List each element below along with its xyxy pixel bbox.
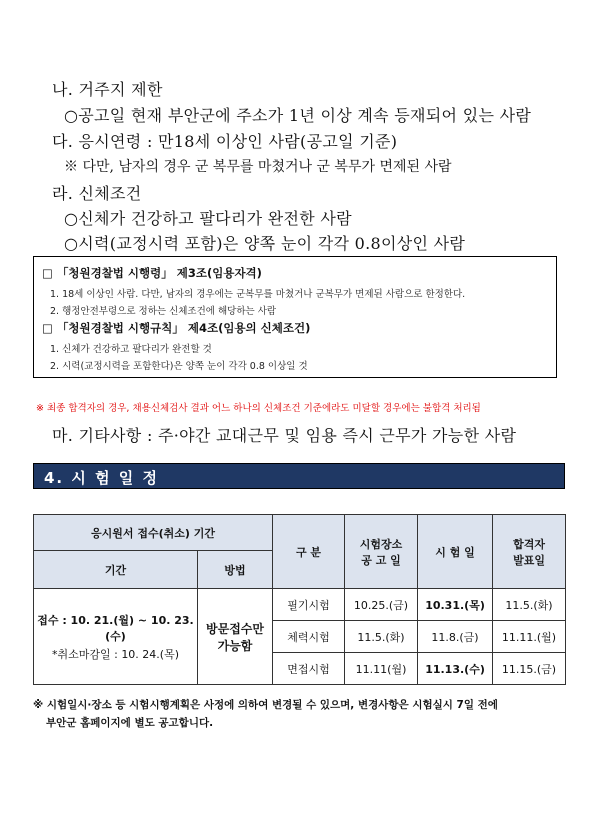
venue-date: 10.25.(금) [345,589,418,621]
residence-requirement: ○공고일 현재 부안군에 주소가 1년 이상 계속 등재되어 있는 사람 [64,106,532,125]
header-period: 기간 [34,551,198,589]
schedule-change-note: ※ 시험일시·장소 등 시험시행계획은 사정에 의하여 변경될 수 있으며, 변경사항은 시험실시 7일 전에 [33,699,498,711]
header-exam-date: 시 험 일 [418,515,493,589]
law-rules-item-1: 1. 신체가 건강하고 팔다리가 완전할 것 [50,344,212,355]
header-venue-announcement: 시험장소 공 고 일 [345,515,418,589]
section-ra-title: 라. 신체조건 [52,184,142,203]
law-reference-box [33,256,557,378]
result-date: 11.5.(화) [493,589,566,621]
disqualification-note: ※ 최종 합격자의 경우, 채용신체검사 결과 어느 하나의 신체조건 기준에라도 미달할 경우에는 불합격 처리됨 [36,403,481,414]
exam-type: 필기시험 [273,589,345,621]
military-note: ※ 다만, 남자의 경우 군 복무를 마쳤거나 군 복무가 면제된 사람 [64,159,452,175]
application-period: 접수 : 10. 21.(월) ~ 10. 23.(수) [37,613,194,643]
exam-schedule-table [33,514,566,685]
section-title: 4. 시 험 일 정 [44,469,159,487]
law-decree-item-1: 1. 18세 이상인 사람. 다만, 남자의 경우에는 군복무를 마쳤거나 군복무가 면제된 사람으로 한정한다. [50,289,466,300]
result-date: 11.15.(금) [493,653,566,685]
law-heading-rules: □ 「청원경찰법 시행규칙」 제4조(임용의 신체조건) [42,321,311,335]
law-heading-decree: □ 「청원경찰법 시행령」 제3조(임용자격) [42,266,262,280]
header-type: 구 분 [273,515,345,589]
exam-date: 10.31.(목) [418,589,493,621]
table-row [34,589,566,621]
body-condition-item: ○신체가 건강하고 팔다리가 완전한 사람 [64,209,352,228]
result-date: 11.11.(월) [493,621,566,653]
exam-type: 면접시험 [273,653,345,685]
section-header-bar [33,463,565,489]
law-decree-item-2: 2. 행정안전부령으로 정하는 신체조건에 해당하는 사람 [50,306,277,317]
cancel-deadline: *취소마감일 : 10. 24.(목) [51,647,180,661]
exam-date: 11.13.(수) [418,653,493,685]
application-method: 방문접수만 가능함 [198,589,273,685]
exam-date: 11.8.(금) [418,621,493,653]
header-apply-period: 응시원서 접수(취소) 기간 [34,515,273,551]
law-rules-item-2: 2. 시력(교정시력을 포함한다)은 양쪽 눈이 각각 0.8 이상일 것 [50,361,308,372]
application-period-cell [34,589,198,685]
exam-type: 체력시험 [273,621,345,653]
section-ma-title: 마. 기타사항 : 주·야간 교대근무 및 임용 즉시 근무가 가능한 사람 [52,426,517,445]
section-na-title: 나. 거주지 제한 [52,80,163,99]
section-da-title: 다. 응시연령 : 만18세 이상인 사람(공고일 기준) [52,132,398,151]
schedule-change-note-cont: 부안군 홈페이지에 별도 공고합니다. [46,717,214,729]
venue-date: 11.11(월) [345,653,418,685]
eyesight-condition-item: ○시력(교정시력 포함)은 양쪽 눈이 각각 0.8이상인 사람 [64,234,466,253]
header-method: 방법 [198,551,273,589]
venue-date: 11.5.(화) [345,621,418,653]
header-result-date: 합격자 발표일 [493,515,566,589]
